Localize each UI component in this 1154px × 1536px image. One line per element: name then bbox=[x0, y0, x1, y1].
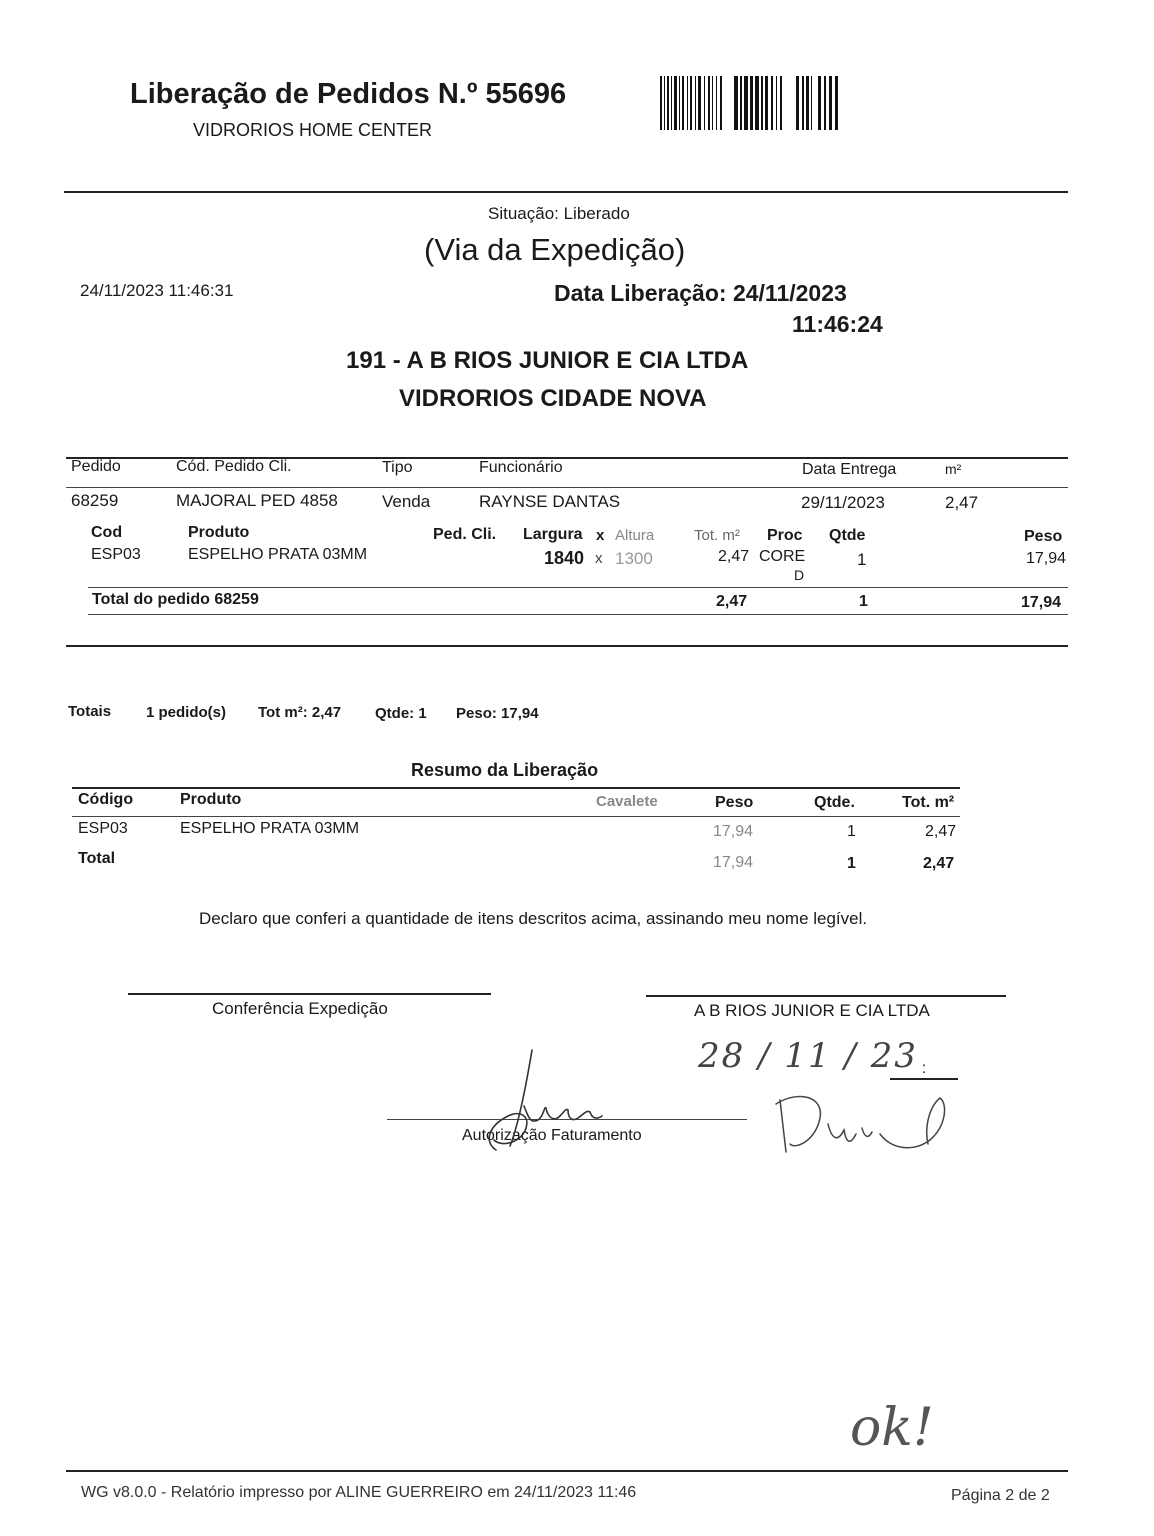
client-store: VIDRORIOS CIDADE NOVA bbox=[399, 385, 707, 412]
resumo-total-peso: 17,94 bbox=[713, 854, 754, 871]
item-produto: ESPELHO PRATA 03MM bbox=[188, 546, 368, 563]
totals-qtde: Qtde: 1 bbox=[375, 705, 427, 722]
resumo-col-produto: Produto bbox=[180, 791, 242, 808]
signature-aline bbox=[474, 1046, 614, 1156]
resumo-total-qtde: 1 bbox=[847, 855, 856, 872]
item-col-tot-m2: Tot. m² bbox=[694, 527, 740, 544]
order-total-m2: 2,47 bbox=[716, 593, 748, 610]
order-m2: 2,47 bbox=[945, 493, 979, 512]
time-field: : bbox=[890, 1060, 958, 1080]
totals-label: Totais bbox=[68, 703, 112, 720]
col-cod-pedido-cli: Cód. Pedido Cli. bbox=[176, 458, 292, 475]
resumo-total-tot-m2: 2,47 bbox=[923, 855, 955, 872]
resumo-col-tot-m2: Tot. m² bbox=[902, 794, 955, 811]
item-col-largura: Largura bbox=[523, 526, 583, 543]
col-pedido: Pedido bbox=[71, 458, 121, 475]
col-funcionario: Funcionário bbox=[479, 459, 563, 476]
handwritten-date: 28 / 11 / 23 bbox=[698, 1036, 918, 1076]
item-proc-cont: D bbox=[794, 567, 805, 583]
col-m2: m² bbox=[945, 461, 962, 477]
order-total-bottom bbox=[88, 614, 1068, 615]
client-name: 191 - A B RIOS JUNIOR E CIA LTDA bbox=[346, 347, 749, 374]
order-total-label: Total do pedido 68259 bbox=[92, 591, 259, 608]
via-expedicao: (Via da Expedição) bbox=[424, 232, 686, 267]
item-col-ped-cli: Ped. Cli. bbox=[433, 526, 497, 543]
data-liberacao-date: 24/11/2023 bbox=[732, 280, 847, 306]
order-total-peso: 17,94 bbox=[1021, 594, 1062, 611]
situacao: Situação: Liberado bbox=[488, 204, 630, 223]
resumo-top bbox=[72, 787, 960, 789]
data-liberacao bbox=[554, 280, 847, 307]
item-col-cod: Cod bbox=[91, 524, 123, 541]
item-col-proc: Proc bbox=[767, 527, 803, 544]
handwritten-ok: ok! bbox=[850, 1398, 934, 1458]
item-total-divider bbox=[88, 587, 1068, 588]
company-signature-line bbox=[646, 995, 1006, 997]
resumo-codigo: ESP03 bbox=[78, 820, 128, 837]
resumo-col-cavalete: Cavalete bbox=[596, 793, 658, 810]
company-name: VIDRORIOS HOME CENTER bbox=[193, 120, 433, 140]
item-cod: ESP03 bbox=[91, 546, 141, 563]
resumo-qtde: 1 bbox=[847, 823, 856, 840]
resumo-peso: 17,94 bbox=[713, 823, 754, 840]
print-timestamp: 24/11/2023 11:46:31 bbox=[80, 281, 234, 300]
col-tipo: Tipo bbox=[382, 459, 413, 476]
order-data-entrega: 29/11/2023 bbox=[801, 493, 885, 512]
document-title: Liberação de Pedidos N.º 55696 bbox=[130, 78, 567, 110]
signature-daniel bbox=[768, 1084, 958, 1164]
conferencia-label: Conferência Expedição bbox=[212, 999, 388, 1018]
order-table-bottom bbox=[66, 645, 1068, 647]
resumo-produto: ESPELHO PRATA 03MM bbox=[180, 820, 360, 837]
item-altura: 1300 bbox=[615, 549, 653, 568]
item-peso: 17,94 bbox=[1026, 550, 1067, 567]
company-signature-label: A B RIOS JUNIOR E CIA LTDA bbox=[694, 1001, 930, 1020]
declaration-text: Declaro que conferi a quantidade de itens descritos acima, assinando meu nome legível. bbox=[199, 909, 868, 928]
item-col-x: x bbox=[596, 527, 605, 544]
totals-m2: Tot m²: 2,47 bbox=[258, 704, 342, 721]
totals-peso: Peso: 17,94 bbox=[456, 705, 539, 722]
order-cod-pedido-cli: MAJORAL PED 4858 bbox=[176, 491, 338, 510]
order-pedido: 68259 bbox=[71, 491, 119, 510]
item-tot-m2: 2,47 bbox=[718, 548, 750, 565]
item-col-qtde: Qtde bbox=[829, 527, 866, 544]
resumo-col-codigo: Código bbox=[78, 791, 134, 808]
order-tipo: Venda bbox=[382, 492, 431, 511]
item-largura: 1840 bbox=[544, 548, 585, 568]
item-qtde: 1 bbox=[857, 550, 867, 569]
resumo-header-divider bbox=[72, 816, 960, 817]
data-liberacao-time: 11:46:24 bbox=[792, 311, 883, 337]
order-funcionario: RAYNSE DANTAS bbox=[479, 492, 621, 511]
item-proc: CORE bbox=[759, 548, 806, 565]
totals-pedidos: 1 pedido(s) bbox=[146, 704, 227, 721]
footer-printed-by: WG v8.0.0 - Relatório impresso por ALINE GUERREIRO em 24/11/2023 11:46 bbox=[81, 1484, 637, 1501]
footer-page: Página 2 de 2 bbox=[951, 1487, 1050, 1504]
item-col-peso: Peso bbox=[1024, 528, 1063, 545]
resumo-total-label: Total bbox=[78, 850, 116, 867]
data-liberacao-label: Data Liberação: bbox=[554, 280, 727, 306]
barcode bbox=[660, 76, 838, 130]
conferencia-line bbox=[128, 993, 491, 995]
item-col-altura: Altura bbox=[615, 527, 655, 544]
order-total-qtde: 1 bbox=[859, 593, 868, 610]
footer-divider bbox=[66, 1470, 1068, 1472]
resumo-col-qtde: Qtde. bbox=[814, 794, 855, 811]
resumo-tot-m2: 2,47 bbox=[925, 823, 957, 840]
header-divider bbox=[64, 191, 1068, 193]
item-col-produto: Produto bbox=[188, 524, 250, 541]
resumo-title: Resumo da Liberação bbox=[411, 760, 599, 780]
autorizacao-label: Autorização Faturamento bbox=[462, 1127, 642, 1144]
item-x: x bbox=[595, 550, 603, 567]
order-header-divider bbox=[66, 487, 1068, 488]
col-data-entrega: Data Entrega bbox=[802, 461, 897, 478]
resumo-col-peso: Peso bbox=[715, 794, 754, 811]
